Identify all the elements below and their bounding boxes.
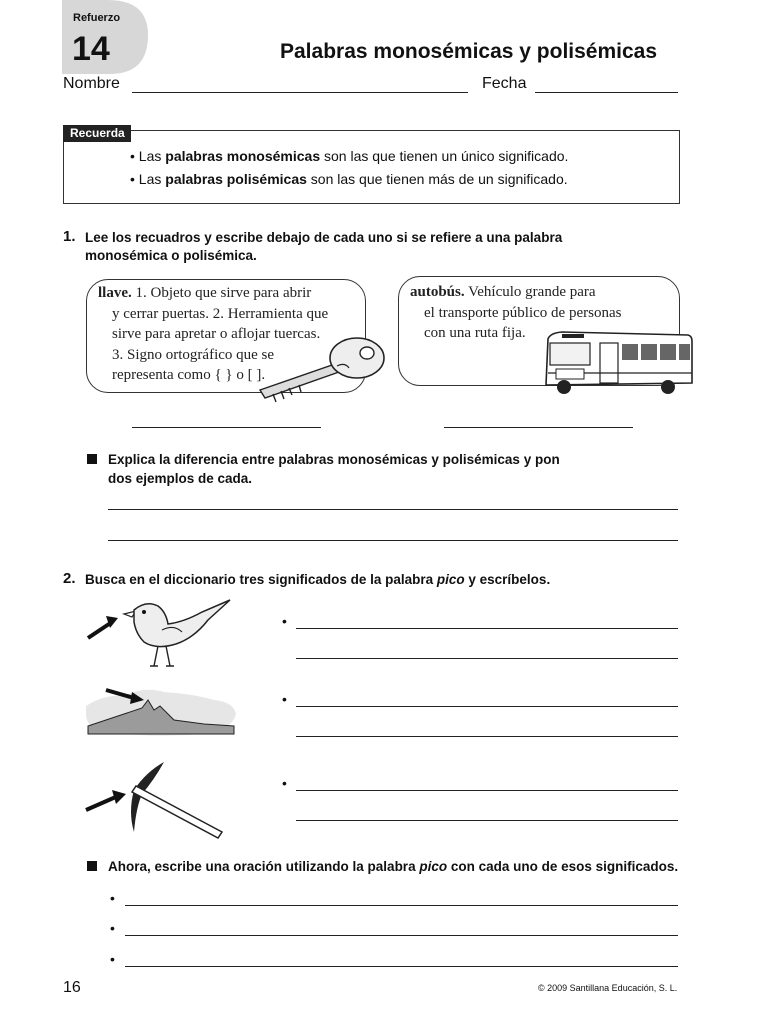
meaning-line[interactable]: [296, 658, 678, 659]
sentence-line[interactable]: [125, 935, 678, 936]
recuerda-item-2: • Las palabras polisémicas son las que tienen más de un significado.: [130, 171, 568, 187]
meaning-line[interactable]: [296, 790, 678, 791]
mountain-illustration: [84, 684, 238, 738]
bird-illustration: [84, 598, 232, 672]
badge-label: Refuerzo: [73, 12, 121, 24]
recuerda-item-1: • Las palabras monosémicas son las que tienen un único significado.: [130, 148, 569, 164]
bullet: •: [282, 775, 287, 791]
recuerda-tag: Recuerda: [63, 125, 131, 142]
meaning-line[interactable]: [296, 706, 678, 707]
bullet: •: [282, 691, 287, 707]
q2-text: Busca en el diccionario tres significados de la palabra pico y escríbelos.: [85, 572, 551, 587]
pickaxe-illustration: [84, 760, 228, 840]
meaning-line[interactable]: [296, 628, 678, 629]
page-title: Palabras monosémicas y polisémicas: [280, 40, 658, 63]
bus-illustration: [542, 329, 694, 397]
card-llave-text: llave. 1. Objeto que sirve para abrir y cerrar puertas. 2. Herramienta que sirve para apretar o aflojar tuercas. 3. Signo ortográfico que se representa como { } o [ ].: [98, 285, 329, 383]
answer-line[interactable]: [108, 509, 678, 510]
square-bullet-icon: [87, 861, 97, 871]
answer-llave[interactable]: [132, 427, 321, 428]
lesson-number: 14: [72, 30, 110, 68]
sentence-line[interactable]: [125, 905, 678, 906]
q2-number: 2.: [63, 570, 76, 587]
name-field[interactable]: [132, 92, 468, 93]
q1-line2: monosémica o polisémica.: [85, 248, 257, 263]
bullet: •: [282, 613, 287, 629]
sentence-line[interactable]: [125, 966, 678, 967]
key-illustration: [255, 332, 387, 404]
bullet: •: [110, 920, 115, 936]
recuerda-box: [63, 130, 680, 204]
q1-sub-line2: dos ejemplos de cada.: [108, 471, 253, 486]
date-label: Fecha: [482, 75, 527, 92]
meaning-line[interactable]: [296, 736, 678, 737]
q1-number: 1.: [63, 228, 76, 245]
meaning-line[interactable]: [296, 820, 678, 821]
copyright: © 2009 Santillana Educación, S. L.: [538, 983, 678, 993]
q1-line1: Lee los recuadros y escribe debajo de cada uno si se refiere a una palabra: [85, 230, 563, 245]
answer-autobus[interactable]: [444, 427, 633, 428]
name-label: Nombre: [63, 75, 120, 92]
date-field[interactable]: [535, 92, 678, 93]
q1-sub-line1: Explica la diferencia entre palabras monosémicas y polisémicas y pon: [108, 452, 560, 467]
q2-sub-text: Ahora, escribe una oración utilizando la palabra pico con cada uno de esos significados.: [108, 859, 679, 874]
card-autobus-text: autobús. Vehículo grande para el transporte público de personas con una ruta fija.: [410, 284, 622, 341]
answer-line[interactable]: [108, 540, 678, 541]
square-bullet-icon: [87, 454, 97, 464]
bullet: •: [110, 951, 115, 967]
page-number: 16: [63, 979, 81, 996]
bullet: •: [110, 890, 115, 906]
